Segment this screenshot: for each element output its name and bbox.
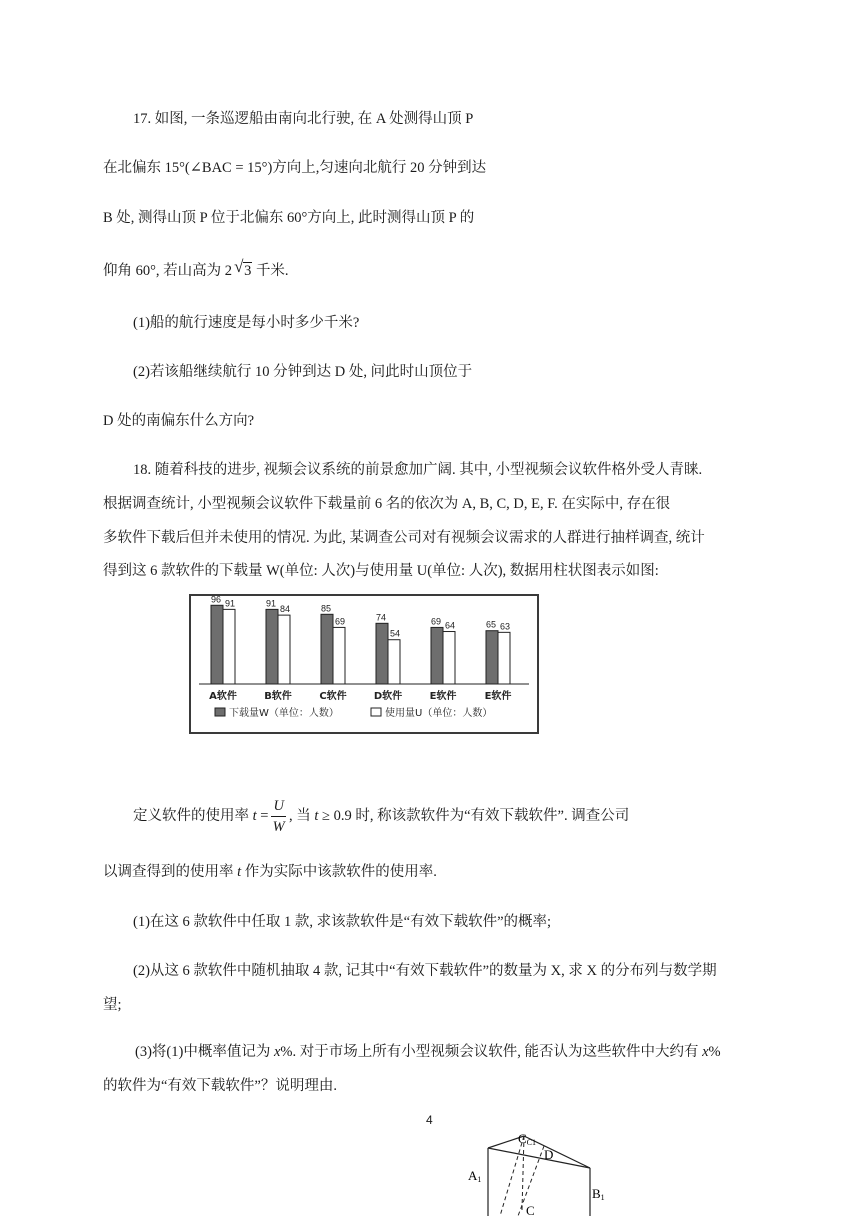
bar-chart xyxy=(191,596,537,732)
bar-downloads-2 xyxy=(321,614,333,684)
usage-rate-fraction xyxy=(271,796,285,837)
q18-line-3: 多软件下载后但并未使用的情况. 为此, 某调查公司对有视频会议需求的人群进行抽样调查, 统计 xyxy=(103,530,705,546)
bar-downloads-5 xyxy=(486,631,498,684)
q17-line-3: B 处, 测得山顶 P 位于北偏东 60°方向上, 此时测得山顶 P 的 xyxy=(103,210,475,226)
def2-t: t xyxy=(237,864,242,880)
bar-usage-2 xyxy=(333,627,345,684)
bar-usage-0 xyxy=(223,609,235,684)
data-label-downloads-1: 91 xyxy=(265,598,277,609)
q18-part-3a xyxy=(135,1042,721,1062)
def-t: t xyxy=(252,808,257,824)
q18-part-3b: 的软件为“有效下载软件”？说明理由. xyxy=(103,1078,337,1094)
q18-definition xyxy=(133,796,629,837)
bar-usage-3 xyxy=(388,640,400,684)
q17-part-1: (1)船的航行速度是每小时多少千米? xyxy=(133,315,360,331)
data-label-usage-0: 91 xyxy=(224,598,236,609)
bar-downloads-3 xyxy=(376,623,388,684)
bar-downloads-1 xyxy=(266,609,278,684)
bar-downloads-4 xyxy=(431,627,443,684)
def2-b: 作为实际中该款软件的使用率. xyxy=(241,864,437,880)
legend-label-usage: 使用量U（单位：人数） xyxy=(385,708,493,719)
q17-part-2a: (2)若该船继续航行 10 分钟到达 D 处, 问此时山顶位于 xyxy=(133,364,473,380)
legend-label-downloads: 下载量W（单位：人数） xyxy=(229,708,339,719)
category-label-5: E软件 xyxy=(484,691,512,702)
label-c: C xyxy=(526,1203,535,1216)
edge-a1-b1 xyxy=(488,1148,590,1168)
q18-definition-2 xyxy=(103,862,437,882)
label-d: D xyxy=(544,1147,554,1162)
data-label-usage-4: 64 xyxy=(444,620,456,631)
q17-line-4 xyxy=(103,257,289,281)
q18-part-2a: (2)从这 6 款软件中随机抽取 4 款, 记其中“有效下载软件”的数量为 X, 求 X 的分布列与数学期 xyxy=(133,963,717,979)
prism-figure xyxy=(460,1126,620,1216)
p3-x: x xyxy=(273,1044,281,1060)
dashed-edge-2 xyxy=(522,1136,524,1210)
category-label-3: D软件 xyxy=(373,691,403,702)
dashed-edge-1 xyxy=(500,1136,524,1216)
category-label-2: C软件 xyxy=(319,691,347,702)
category-label-1: B软件 xyxy=(264,691,292,702)
bar-downloads-0 xyxy=(211,605,223,684)
q18-part-1: (1)在这 6 款软件中任取 1 款, 求该款软件是“有效下载软件”的概率; xyxy=(133,914,552,930)
fraction-numerator: U xyxy=(271,796,285,817)
def-text-a: 定义软件的使用率 xyxy=(133,808,253,824)
sqrt-expression: √ 3 xyxy=(234,257,252,279)
q18-line-2: 根据调查统计, 小型视频会议软件下载量前 6 名的依次为 A, B, C, D, E, F. 在实际中, 存在很 xyxy=(103,496,671,512)
label-c1: CC1 xyxy=(518,1131,537,1147)
data-label-usage-3: 54 xyxy=(389,628,401,639)
def-text-c: ≥ 0.9 时, 称该款软件为“有效下载软件”. 调查公司 xyxy=(318,808,630,824)
label-b1: B1 xyxy=(592,1186,605,1202)
fraction-denominator: W xyxy=(272,819,285,836)
sqrt-argument: 3 xyxy=(244,263,252,279)
q17-line-4-a: 仰角 60°, 若山高为 2 xyxy=(103,263,233,279)
data-label-usage-1: 84 xyxy=(279,604,291,615)
legend-swatch-downloads xyxy=(215,708,225,716)
def-t2: t xyxy=(314,808,319,824)
data-label-downloads-3: 74 xyxy=(375,612,387,623)
category-label-0: A软件 xyxy=(209,691,237,702)
data-label-usage-2: 69 xyxy=(334,616,346,627)
data-label-downloads-5: 65 xyxy=(485,619,497,630)
q17-line-4-b: 千米. xyxy=(252,263,289,279)
def-text-b: , 当 xyxy=(288,808,315,824)
bar-chart-frame xyxy=(189,594,539,734)
def-eq: = xyxy=(256,808,269,824)
p3-a1: (3)将(1)中概率值记为 xyxy=(135,1044,274,1060)
p3-x2: x xyxy=(702,1044,709,1060)
data-label-downloads-2: 85 xyxy=(320,603,332,614)
q18-line-4: 得到这 6 款软件的下载量 W(单位: 人次)与使用量 U(单位: 人次), 数据用柱状图表示如图: xyxy=(103,563,659,579)
q17-line-2: 在北偏东 15°(∠BAC = 15°)方向上,匀速向北航行 20 分钟到达 xyxy=(103,160,487,176)
data-label-downloads-4: 69 xyxy=(430,616,442,627)
bar-usage-1 xyxy=(278,615,290,684)
q18-part-2b: 望; xyxy=(103,997,122,1013)
p3-a2: %. 对于市场上所有小型视频会议软件, 能否认为这些软件中大约有 xyxy=(280,1044,703,1060)
legend-swatch-usage xyxy=(371,708,381,716)
label-a1: A1 xyxy=(468,1168,482,1184)
page-number: 4 xyxy=(426,1113,433,1127)
category-label-4: E软件 xyxy=(429,691,457,702)
p3-a3: % xyxy=(708,1044,721,1060)
q17-part-2b: D 处的南偏东什么方向? xyxy=(103,413,255,429)
data-label-downloads-0: 96 xyxy=(210,596,222,605)
bar-usage-4 xyxy=(443,632,455,684)
bar-usage-5 xyxy=(498,632,510,684)
q18-line-1: 18. 随着科技的进步, 视频会议系统的前景愈加广阔. 其中, 小型视频会议软件格外受人青睐. xyxy=(133,462,703,478)
q17-line-1: 17. 如图, 一条巡逻船由南向北行驶, 在 A 处测得山顶 P xyxy=(133,111,474,127)
def2-a: 以调查得到的使用率 xyxy=(103,864,238,880)
data-label-usage-5: 63 xyxy=(499,621,511,632)
